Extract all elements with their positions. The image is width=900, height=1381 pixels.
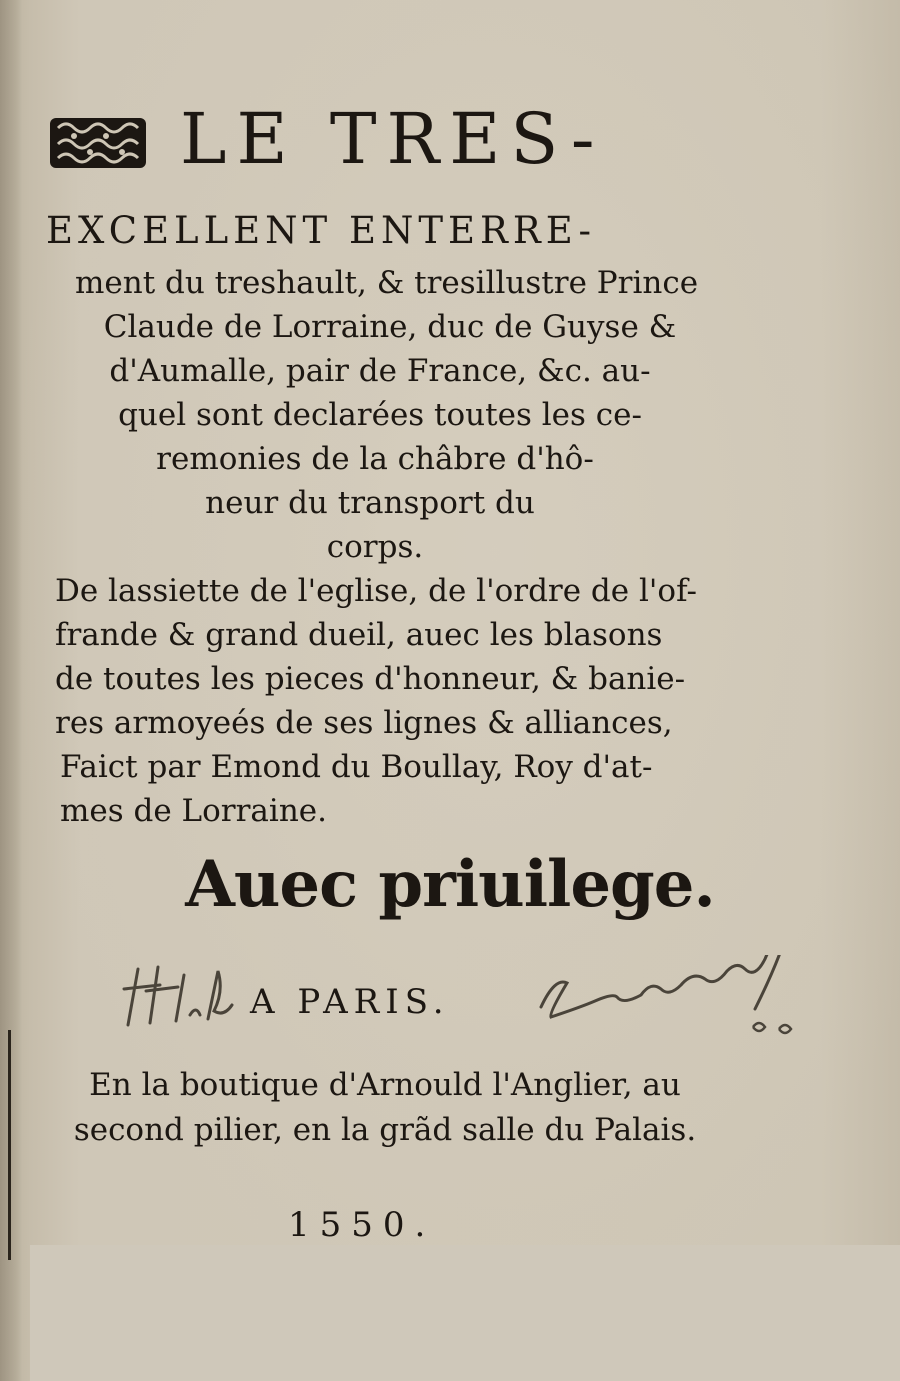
title-line-2: EXCELLENT ENTERRE-	[46, 209, 596, 252]
body-line: mes de Lorraine.	[60, 793, 327, 829]
imprint-line: En la boutique d'Arnould l'Anglier, au	[89, 1067, 681, 1103]
handwritten-mark	[120, 955, 265, 1035]
body-line: neur du transport du	[205, 485, 535, 521]
body-line: De lassiette de l'eglise, de l'ordre de l'of-	[55, 573, 697, 609]
imprint-line: second pilier, en la grãd salle du Palais.	[73, 1112, 697, 1148]
body-line: Claude de Lorraine, duc de Guyse &	[103, 309, 677, 345]
body-line: Faict par Emond du Boullay, Roy d'at-	[60, 749, 653, 785]
margin-rule	[8, 1030, 11, 1260]
body-line: frande & grand dueil, auec les blasons	[55, 617, 663, 653]
handwritten-signature	[535, 955, 825, 1045]
body-line: ment du treshault, & tresillustre Prince	[75, 265, 699, 301]
publication-date: 1550.	[288, 1205, 436, 1245]
privilege-notice: Auec priuilege.	[185, 847, 715, 922]
printers-ornament-icon	[48, 114, 148, 172]
title-line-1: LE TRES-	[180, 98, 605, 180]
page-binding-edge	[0, 0, 22, 1381]
body-line: quel sont declarées toutes les ce-	[118, 397, 642, 433]
body-line: corps.	[326, 529, 424, 565]
body-line: de toutes les pieces d'honneur, & banie-	[55, 661, 686, 697]
page-corner-patch	[30, 1245, 900, 1381]
body-line: d'Aumalle, pair de France, &c. au-	[109, 353, 651, 389]
body-line: remonies de la châbre d'hô-	[156, 441, 594, 477]
body-line: res armoyeés de ses lignes & alliances,	[55, 705, 673, 741]
imprint-place: A PARIS.	[250, 982, 450, 1022]
